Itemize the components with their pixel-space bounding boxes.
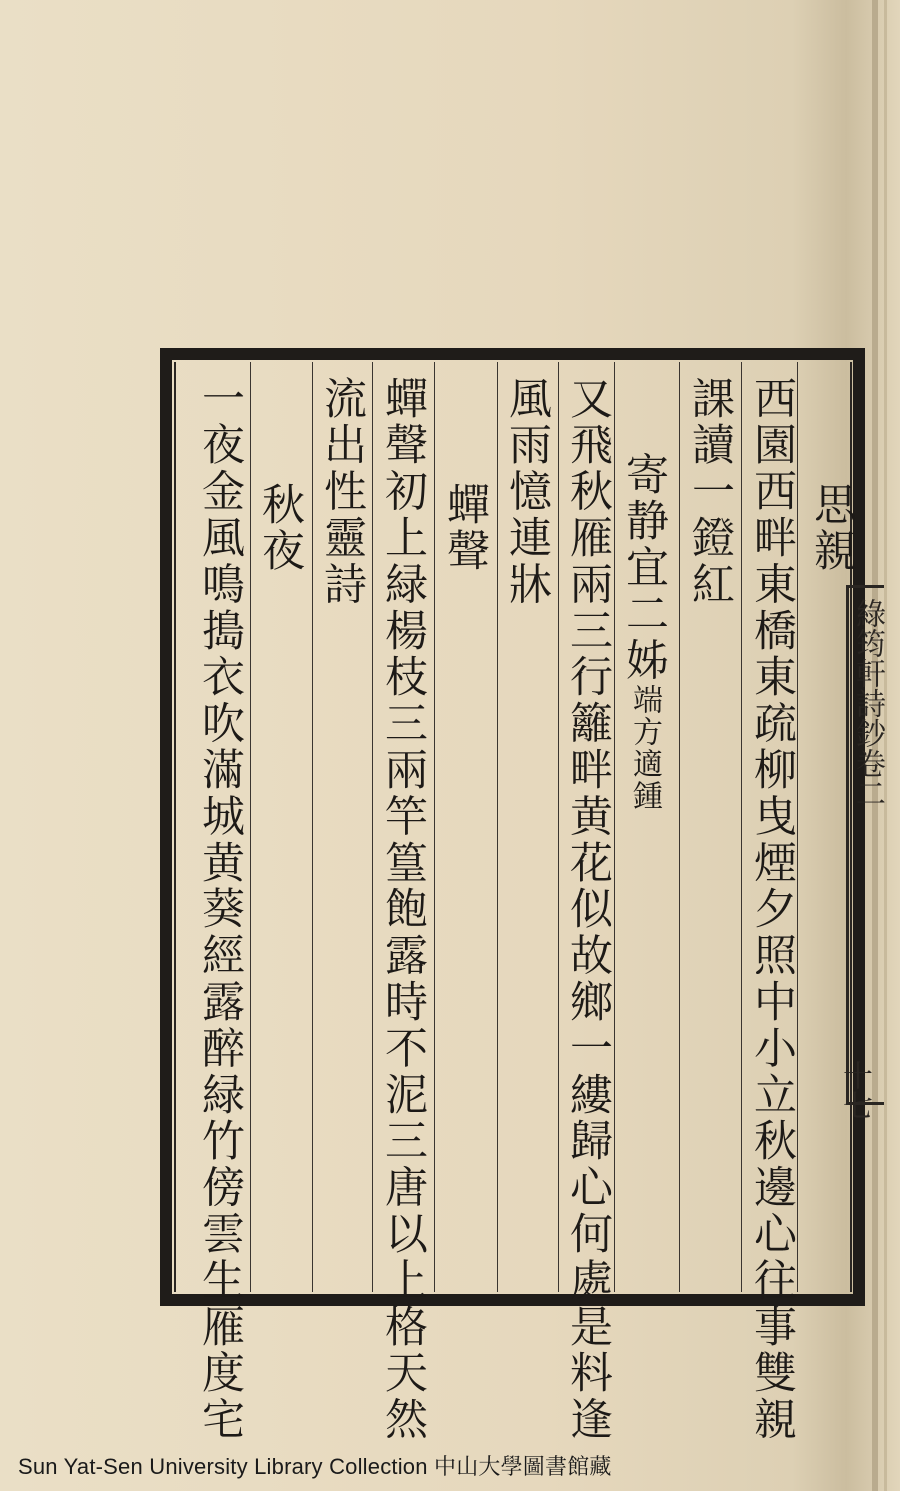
poem-title: 秋夜 (255, 482, 305, 575)
poem-line: 又飛秋雁兩三行籬畔黄花似故鄉一縷歸心何處是料逢 (563, 376, 613, 1444)
column-rule (558, 362, 559, 1292)
poem-line: 風雨憶連牀 (502, 376, 552, 608)
column-rule (741, 362, 742, 1292)
poem-line: 一夜金風鳴搗衣吹滿城黄葵經露醉緑竹傍雲生雁度宅 (195, 376, 245, 1444)
poem-line: 課讀一鐙紅 (685, 376, 735, 608)
poem-line: 蟬聲初上緑楊枝三兩竿篁飽露時不泥三唐以上格天然 (378, 376, 428, 1444)
column-rule (250, 362, 251, 1292)
column-rule (312, 362, 313, 1292)
column-rule (497, 362, 498, 1292)
poem-title: 思親 (807, 482, 857, 575)
library-credit: Sun Yat-Sen University Library Collection 中山大學圖書館藏 (18, 1454, 612, 1479)
column-rule (434, 362, 435, 1292)
page-number: 十七 (837, 1060, 872, 1120)
column-rule (679, 362, 680, 1292)
poem-title: 蟬聲 (440, 482, 490, 575)
book-title: 綠筠軒詩鈔卷二 (850, 598, 885, 808)
column-rule (372, 362, 373, 1292)
poem-line: 西園西畔東橋東疏柳曳煙夕照中小立秋邊心往事雙親 (747, 376, 797, 1444)
book-title-tab (846, 585, 884, 1105)
poem-title-text: 寄静宜二姊 (619, 452, 669, 684)
poem-line: 流出性靈詩 (317, 376, 367, 608)
inline-note: 端方適鍾 (627, 684, 662, 812)
poem-title (616, 362, 672, 812)
